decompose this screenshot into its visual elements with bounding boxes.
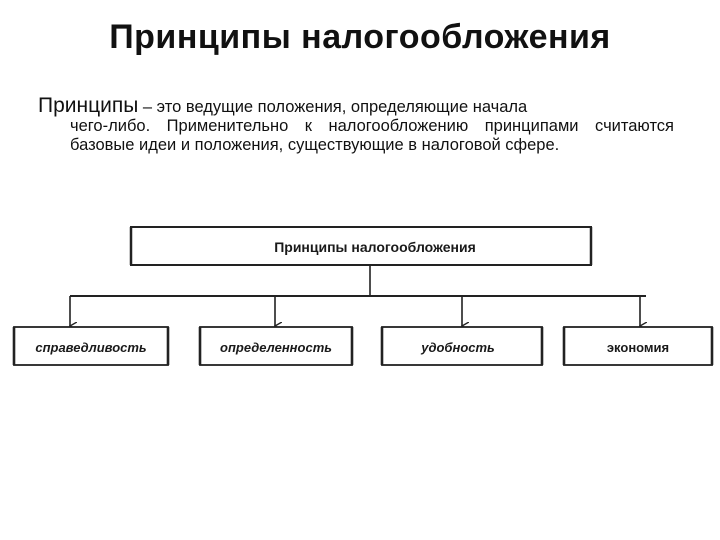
child-node-certainty: [200, 296, 352, 365]
root-node: [131, 227, 591, 265]
slide-title: Принципы налогообложения: [109, 18, 611, 56]
definition-term: Принципы: [38, 94, 139, 117]
definition-continuation: чего-либо. Применительно к налогообложению принципами считаются базовые идеи и положения, существующие в налоговой сфере.: [70, 117, 674, 154]
root-node-label: Принципы налогообложения: [274, 239, 476, 255]
child-node-economy: [564, 296, 712, 365]
child-label-certainty: определенность: [220, 340, 332, 355]
child-label-economy: экономия: [606, 340, 670, 355]
child-node-fairness: [14, 296, 168, 365]
child-node-convenience: [382, 296, 542, 365]
child-label-convenience: удобность: [421, 340, 495, 355]
definition-intro: – это ведущие положения, определяющие начала: [138, 98, 528, 116]
child-label-fairness: справедливость: [35, 340, 147, 355]
